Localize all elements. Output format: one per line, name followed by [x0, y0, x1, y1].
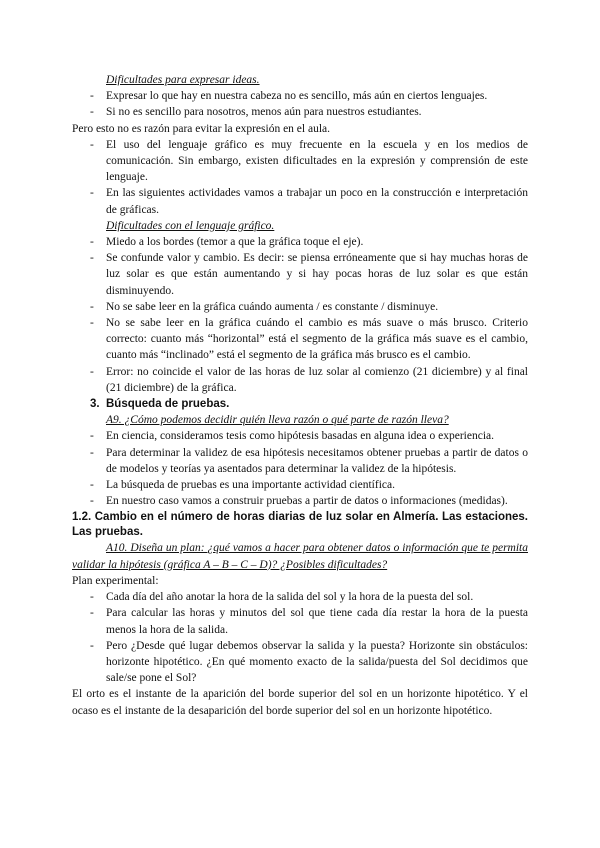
plan-label: Plan experimental:: [72, 574, 159, 587]
heading-text: A9. ¿Cómo podemos decidir quién lleva razón o qué parte de razón lleva?: [106, 414, 449, 427]
activity-a10: A10. Diseña un plan: ¿qué vamos a hacer para obtener datos o información que te permita validar la hipótesis (gráfica A – B – C – D)? ¿Posibles dificultades?: [72, 542, 528, 571]
list-item: - Error: no coincide el valor de las horas de luz solar al comienzo (21 diciembre) y al final (21 diciembre) de la gráfica.: [72, 364, 528, 396]
heading-text: Dificultades para expresar ideas.: [106, 74, 260, 86]
list-item: - Para calcular las horas y minutos del sol que tiene cada día restar la hora de la puesta menos la hora de la salida.: [72, 605, 528, 637]
list-plan: [72, 589, 528, 686]
list-dificultades-grafico: [72, 234, 528, 396]
paragraph-orto-ocaso: El orto es el instante de la aparición del borde superior del sol en un horizonte hipotético. Y el ocaso es el instante de la desaparición del borde superior del sol en un horizonte hipotético.: [72, 688, 528, 717]
list-expresar: [72, 88, 528, 120]
list-lenguaje-grafico: [72, 137, 528, 218]
heading-a9: [72, 412, 528, 428]
section-heading-busqueda: [72, 396, 528, 412]
list-item: - Expresar lo que hay en nuestra cabeza no es sencillo, más aún en ciertos lenguajes.: [72, 88, 528, 104]
list-item: - El uso del lenguaje gráfico es muy frecuente en la escuela y en los medios de comunicación. Sin embargo, existen dificultades en la expresión y comprensión de este lenguaje.: [72, 137, 528, 186]
list-item: - Pero ¿Desde qué lugar debemos observar la salida y la puesta? Horizonte sin obstáculos: horizonte hipotético. ¿En qué momento exacto de la salida/puesta del Sol decidimos que sale/se pone el Sol?: [72, 638, 528, 687]
list-item: - Para determinar la validez de esa hipótesis necesitamos obtener pruebas a partir de datos o de modelos y teorías ya asentados para determinar la validez de la hipótesis.: [72, 445, 528, 477]
heading-dificultades-grafico: [72, 218, 528, 234]
document-page: [72, 72, 528, 719]
paragraph-razon: Pero esto no es razón para evitar la expresión en el aula.: [72, 122, 331, 135]
list-item: - La búsqueda de pruebas es una importante actividad científica.: [72, 477, 528, 493]
list-item: - Miedo a los bordes (temor a que la gráfica toque el eje).: [72, 234, 528, 250]
list-item: - En ciencia, consideramos tesis como hipótesis basadas en alguna idea o experiencia.: [72, 428, 528, 444]
list-item: - En nuestro caso vamos a construir pruebas a partir de datos o informaciones (medidas).: [72, 493, 528, 509]
heading-cambio-horas: 1.2. Cambio en el número de horas diarias de luz solar en Almería. Las estaciones. Las pruebas.: [72, 511, 528, 539]
list-item: - En las siguientes actividades vamos a trabajar un poco en la construcción e interpretación de gráficas.: [72, 185, 528, 217]
heading-text: Dificultades con el lenguaje gráfico.: [106, 219, 275, 232]
list-item: - Se confunde valor y cambio. Es decir: se piensa erróneamente que si hay muchas horas de luz solar es que están aumentando y si hay pocas horas de luz solar es que están disminuyendo.: [72, 250, 528, 299]
list-busqueda: [72, 428, 528, 509]
section-number: 3.: [90, 398, 100, 411]
section-title: Búsqueda de pruebas.: [106, 398, 230, 411]
list-item: - Cada día del año anotar la hora de la salida del sol y la hora de la puesta del sol.: [72, 589, 528, 605]
list-item: - No se sabe leer en la gráfica cuándo el cambio es más suave o más brusco. Criterio correcto: cuanto más “horizontal” está el segmento de la gráfica más suave es el cambio, cuanto más “inclinado” está el segmento de la gráfica más brusco es el cambio.: [72, 315, 528, 364]
heading-dificultades-expresar: [72, 72, 528, 88]
list-item: - Si no es sencillo para nosotros, menos aún para nuestros estudiantes.: [72, 104, 528, 120]
list-item: - No se sabe leer en la gráfica cuándo aumenta / es constante / disminuye.: [72, 299, 528, 315]
